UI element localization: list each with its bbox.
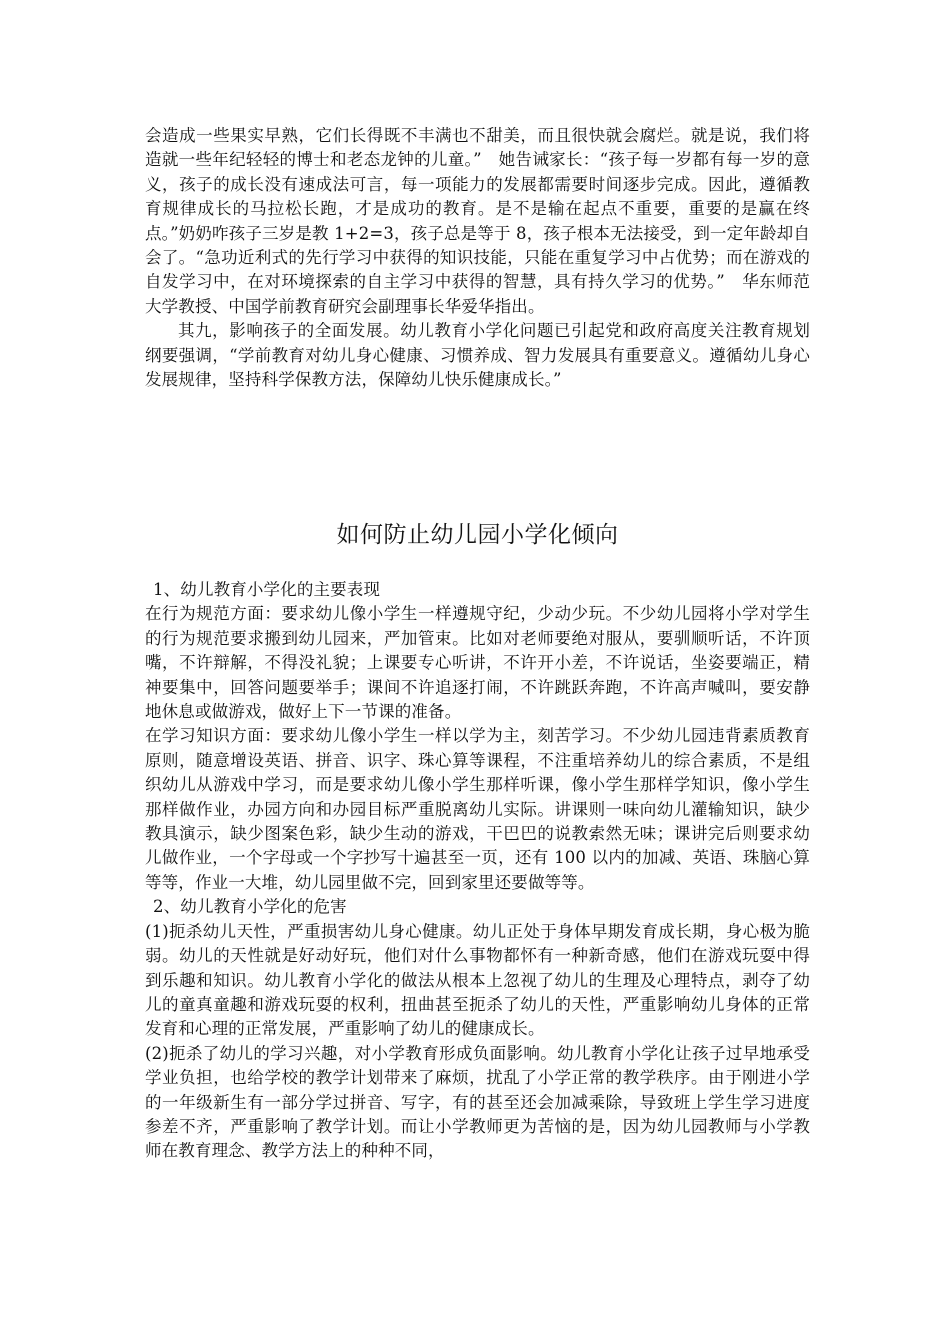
paragraph-learning-knowledge: 在学习知识方面：要求幼儿像小学生一样以学为主，刻苦学习。不少幼儿园违背素质教育原则，随意增设英语、拼音、识字、珠心算等课程，不注重培养幼儿的综合素质，不是组织幼儿从游戏中学习，而是要求幼儿像小学生那样听课，像小学生那样学知识，像小学生那样做作业，办园方向和办园目标严重脱离幼儿实际。讲课则一味向幼儿灌输知识，缺少教具演示，缺少图案色彩，缺少生动的游戏，干巴巴的说教索然无味；课讲完后则要求幼儿做作业，一个字母或一个字抄写十遍甚至一页，还有 100 以内的加减、英语、珠脑心算等等，作业一大堆，幼儿园里做不完，回到家里还要做等等。	[145, 726, 810, 892]
top-section	[145, 124, 810, 392]
paragraph-harm-1: (1)扼杀幼儿天性，严重损害幼儿身心健康。幼儿正处于身体早期发育成长期，身心极为脆弱。幼儿的天性就是好动好玩，他们对什么事物都怀有一种新奇感，他们在游戏玩耍中得到乐趣和知识。幼儿教育小学化的做法从根本上忽视了幼儿的生理及心理特点，剥夺了幼儿的童真童趣和游戏玩耍的权利，扭曲甚至扼杀了幼儿的天性，严重影响幼儿身体的正常发育和心理的正常发展，严重影响了幼儿的健康成长。	[145, 921, 810, 1039]
paragraph-behavior-norms: 在行为规范方面：要求幼儿像小学生一样遵规守纪，少动少玩。不少幼儿园将小学对学生的行为规范要求搬到幼儿园来，严加管束。比如对老师要绝对服从，要驯顺听话，不许顶嘴，不许辩解，不得没礼貌；上课要专心听讲，不许开小差，不许说话，坐姿要端正，精神要集中，回答问题要举手；课间不许追逐打闹，不许跳跃奔跑，不许高声喊叫，要安静地休息或做游戏，做好上下一节课的准备。	[145, 604, 810, 722]
paragraph-point-nine: 其九，影响孩子的全面发展。幼儿教育小学化问题已引起党和政府高度关注教育规划纲要强调，“学前教育对幼儿身心健康、习惯养成、智力发展具有重要意义。遵循幼儿身心发展规律，坚持科学保教方法，保障幼儿快乐健康成长。”	[145, 321, 810, 390]
paragraph-continuation: 会造成一些果实早熟，它们长得既不丰满也不甜美，而且很快就会腐烂。就是说，我们将造就一些年纪轻轻的博士和老态龙钟的儿童。” 她告诫家长：“孩子每一岁都有每一岁的意义，孩子的成长没有速成法可言，每一项能力的发展都需要时间逐步完成。因此，遵循教育规律成长的马拉松长跑，才是成功的教育。是不是输在起点不重要，重要的是赢在终点。”奶奶咋孩子三岁是教 1+2=3，孩子总是等于 8，孩子根本无法接受，到一定年龄却自会了。“急功近利式的先行学习中获得的知识技能，只能在重复学习中占优势；而在游戏的自发学习中，在对环境探索的自主学习中获得的智慧，具有持久学习的优势。” 华东师范大学教授、中国学前教育研究会副理事长华爱华指出。	[145, 126, 810, 316]
paragraph-harm-2: (2)扼杀了幼儿的学习兴趣，对小学教育形成负面影响。幼儿教育小学化让孩子过早地承受学业负担，也给学校的教学计划带来了麻烦，扰乱了小学正常的教学秩序。由于刚进小学的一年级新生有一部分学过拼音、写字，有的甚至还会加减乘除，导致班上学生学习进度参差不齐，严重影响了教学计划。而让小学教师更为苦恼的是，因为幼儿园教师与小学教师在教育理念、教学方法上的种种不同，	[145, 1043, 810, 1161]
section-heading-harms: 2、幼儿教育小学化的危害	[153, 897, 347, 917]
section-heading-manifestations: 1、幼儿教育小学化的主要表现	[153, 580, 381, 599]
article-title: 如何防止幼儿园小学化倾向	[336, 522, 619, 548]
article-body	[145, 578, 810, 1164]
